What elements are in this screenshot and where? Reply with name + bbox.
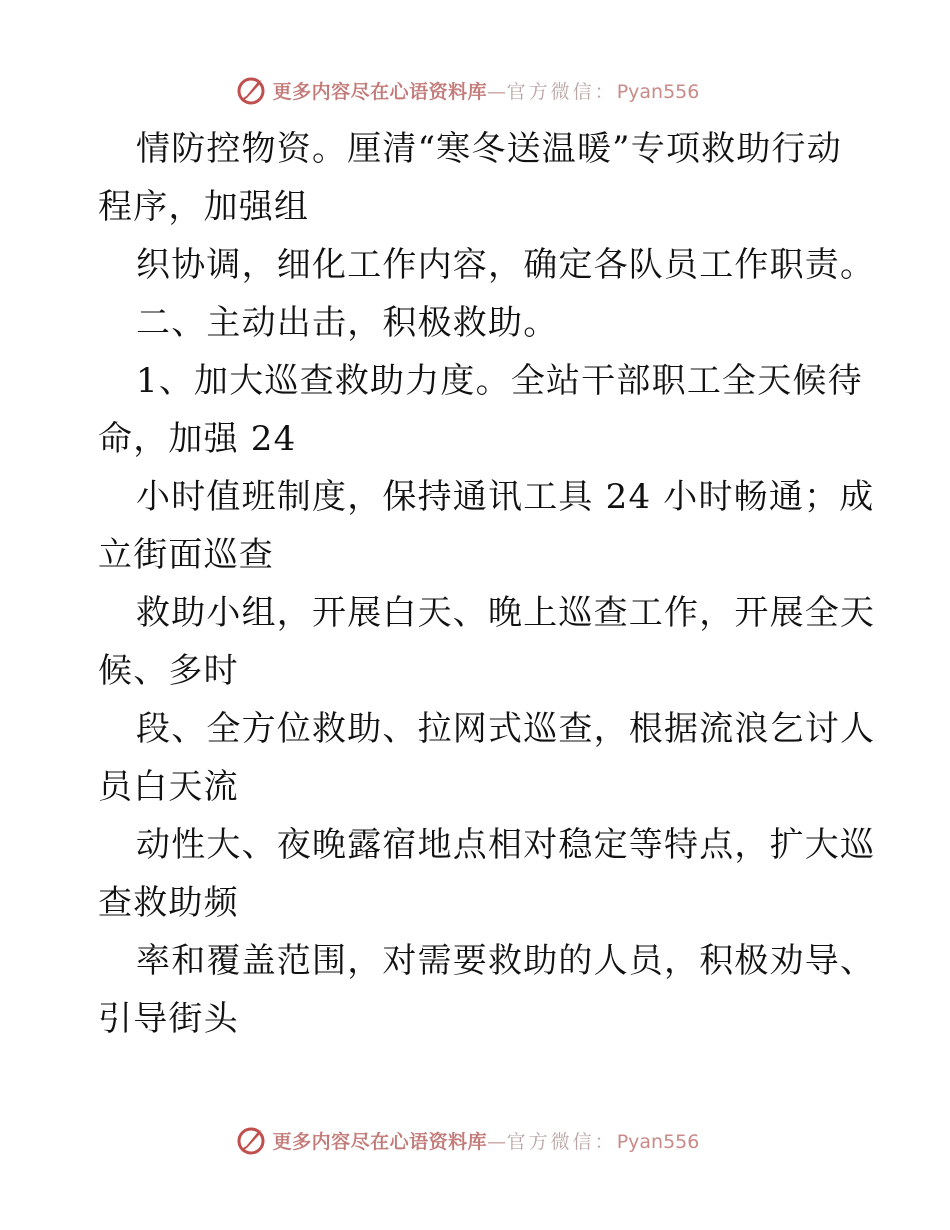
body-line-6: 命，加强 24	[98, 419, 297, 459]
footer-wechat-label: 官方微信：	[506, 1130, 617, 1153]
body-line-12: 员白天流	[98, 767, 239, 807]
body-line-4: 二、主动出击，积极救助。	[136, 303, 559, 343]
quill-circle-icon	[235, 74, 267, 106]
header-site-text: 更多内容尽在心语资料库	[272, 80, 488, 103]
header-dash: —	[487, 80, 507, 103]
body-line-10: 候、多时	[98, 651, 239, 691]
body-line-16: 引导街头	[98, 999, 239, 1039]
quill-circle-icon	[235, 1124, 267, 1156]
body-line-5: 1、加大巡查救助力度。全站干部职工全天候待	[136, 361, 863, 401]
page-footer-banner	[0, 1120, 950, 1160]
header-wechat-id: Pyan556	[616, 80, 700, 103]
body-line-13: 动性大、夜晚露宿地点相对稳定等特点，扩大巡	[136, 825, 876, 865]
header-wechat-label: 官方微信：	[506, 80, 617, 103]
body-line-3: 织协调，细化工作内容，确定各队员工作职责。	[136, 245, 876, 285]
body-line-2: 程序，加强组	[98, 187, 310, 227]
footer-dash: —	[487, 1130, 507, 1153]
footer-site-text: 更多内容尽在心语资料库	[272, 1130, 488, 1153]
body-line-7: 小时值班制度，保持通讯工具 24 小时畅通；成	[136, 477, 875, 517]
document-body	[98, 120, 876, 1048]
footer-watermark-text	[273, 1127, 700, 1154]
footer-banner-content	[235, 1124, 700, 1156]
body-line-9: 救助小组，开展白天、晚上巡查工作，开展全天	[136, 593, 876, 633]
page-header-banner	[0, 70, 950, 110]
header-banner-content	[235, 74, 700, 106]
body-line-14: 查救助频	[98, 883, 239, 923]
body-line-15: 率和覆盖范围，对需要救助的人员，积极劝导、	[136, 941, 876, 981]
body-line-8: 立街面巡查	[98, 535, 274, 575]
header-watermark-text	[273, 77, 700, 104]
body-line-11: 段、全方位救助、拉网式巡查，根据流浪乞讨人	[136, 709, 876, 749]
body-line-1: 情防控物资。厘清“寒冬送温暖”专项救助行动	[136, 129, 842, 169]
footer-wechat-id: Pyan556	[616, 1130, 700, 1153]
